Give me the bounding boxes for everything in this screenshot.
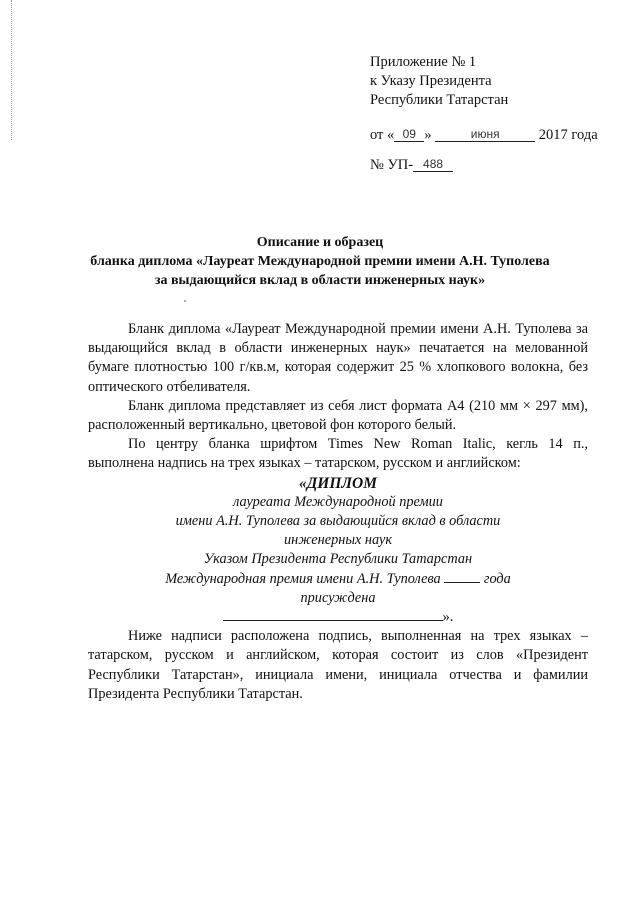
sample-line-7: присуждена [300, 589, 376, 606]
paragraph-1: Бланк диплома «Лауреат Международной премии имени А.Н. Туполева за выдающийся вклад в области инженерных наук» печатается на мелованной бумаге плотностью 100 г/кв.м, которая содержит 25 % хлопкового волокна, без оптического отбеливателя. [88, 321, 588, 395]
number-value: 488 [413, 157, 453, 172]
document-body [88, 320, 588, 704]
sample-line-4: инженерных наук [283, 532, 393, 549]
year-blank [444, 570, 480, 583]
diploma-sample-text [88, 474, 588, 628]
sample-line-6-b: года [483, 570, 511, 587]
annex-number [370, 156, 598, 175]
date-mid: » [424, 127, 432, 143]
number-prefix: № УП- [370, 157, 414, 173]
annex-date [370, 126, 598, 145]
paragraph-4: Ниже надписи расположена подпись, выполненная на трех языках – татарском, русском и английском, которая состоит из слов «Президент Республики Татарстан», инициала имени, инициала отчества и фамилии Президента Республики Татарстан. [88, 628, 588, 702]
paragraph-2: Бланк диплома представляет из себя лист формата А4 (210 мм × 297 мм), расположенный вертикально, цветовой фон которого белый. [88, 397, 588, 434]
sample-line-1: «ДИПЛОМ [298, 474, 378, 492]
sample-line-5: Указом Президента Республики Татарстан [203, 551, 473, 568]
sample-line-2: лауреата Международной премии [233, 493, 443, 510]
title-line-2: бланка диплома «Лауреат Международной премии имени А.Н. Туполева [90, 254, 550, 269]
date-day: 09 [394, 127, 424, 142]
document-title [0, 233, 640, 290]
sample-line-8 [88, 608, 588, 627]
annex-block [370, 53, 598, 175]
title-line-3: за выдающийся вклад в области инженерных наук» [154, 273, 486, 288]
title-line-1: Описание и образец [256, 235, 384, 250]
date-prefix: от « [370, 127, 395, 143]
annex-line-1: Приложение № 1 [370, 54, 477, 70]
paragraph-3: По центру бланка шрифтом Times New Roman Italic, кегль 14 п., выполнена надпись на трех языках – татарском, русском и английском: [88, 436, 588, 472]
sample-line-8-end: ». [442, 609, 454, 626]
sample-line-6-a: Международная премия имени А.Н. Туполева [165, 570, 441, 587]
date-year: 2017 года [538, 127, 598, 143]
annex-line-2: к Указу Президента [370, 73, 492, 89]
sample-line-6 [88, 570, 588, 589]
name-blank [223, 608, 443, 621]
margin-mark [11, 0, 13, 140]
sample-line-3: имени А.Н. Туполева за выдающийся вклад в области [175, 513, 501, 530]
speck [184, 300, 186, 302]
date-month: июня [435, 127, 535, 142]
annex-line-3: Республики Татарстан [370, 92, 509, 108]
